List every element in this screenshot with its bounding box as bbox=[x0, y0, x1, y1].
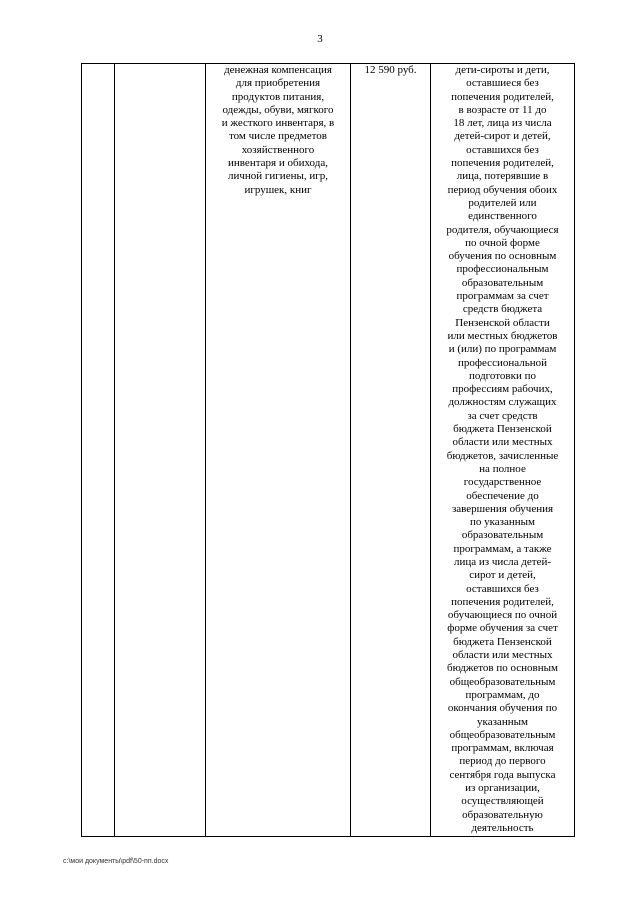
benefit-text: денежная компенсация для приобретения продуктов питания, одежды, обуви, мягкого и жесткого инвентаря, в том числе предметов хозяйственного инвентаря и обихода, личной гигиены, игр, игрушек, книг bbox=[221, 64, 335, 196]
benefit-table bbox=[81, 63, 575, 837]
table-cell-category bbox=[115, 64, 206, 837]
table-row bbox=[82, 64, 575, 837]
table-cell-recipients bbox=[431, 64, 575, 837]
table-cell-benefit bbox=[206, 64, 351, 837]
page-number: 3 bbox=[317, 33, 323, 45]
table-cell-number bbox=[82, 64, 115, 837]
table-cell-amount bbox=[351, 64, 431, 837]
recipients-text: дети-сироты и дети, оставшиеся без попечения родителей, в возрасте от 11 до 18 лет, лица из числа детей-сирот и детей, оставшихся без попечения родителей, лица, потерявшие в период обучения обоих родителей или единственного родителя, обучающиеся по очной форме обучения по основным профессиональным образовательным программам за счет средств бюджета Пензенской области или местных бюджетов и (или) по программам профессиональной подготовки по профессиям рабочих, должностям служащих за счет средств бюджета Пензенской области или местных бюджетов, зачисленные на полное государственное обеспечение до завершения обучения по указанным образовательным программам, а также лица из числа детей- сирот и детей, оставшихся без попечения родителей, обучающиеся по очной форме обучения за счет бюджета Пензенской области или местных бюджетов по основным общеобразовательным программам, до окончания обучения по указанным общеобразовательным программам, включая период до первого сентября года выпуска из организации, осуществляющей образовательную деятельность bbox=[446, 64, 559, 834]
amount-text: 12 590 руб. bbox=[364, 64, 417, 76]
footer-file-path: c:\мои документы\pdf\50-пп.docx bbox=[63, 858, 169, 865]
